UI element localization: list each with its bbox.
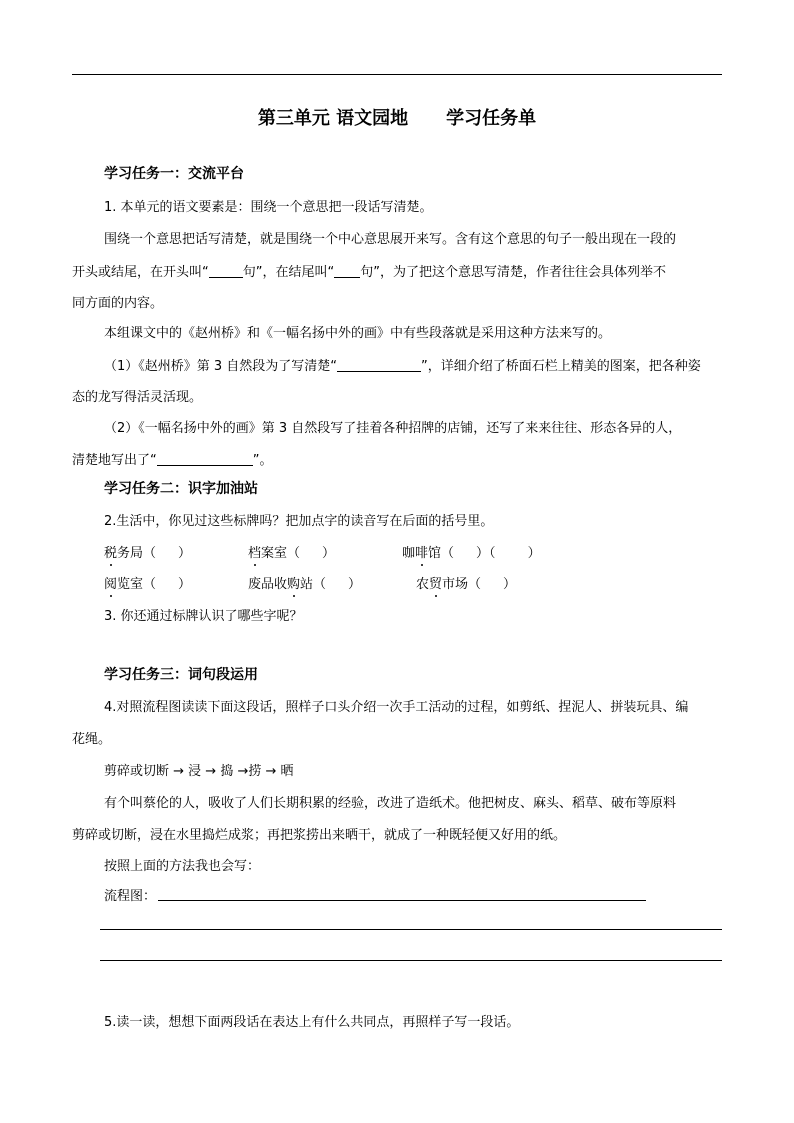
task1-heading: 学习任务一：交流平台 — [104, 166, 244, 182]
task1-p2: 本组课文中的《赵州桥》和《一幅名扬中外的画》中有些段落就是采用这种方法来写的。 — [104, 326, 612, 341]
task1-q1-line1: （1）《赵州桥》第 3 自然段为了写清楚“ ”，详细介绍了桥面石栏上精美的图案，把各种姿 — [104, 359, 701, 374]
task3-heading: 学习任务三：词句段运用 — [104, 667, 258, 683]
blank-opening-sentence[interactable] — [209, 264, 243, 278]
sign-word-1[interactable]: 税务局（ ） — [104, 546, 192, 561]
top-rule — [72, 74, 722, 75]
passage-line2: 剪碎或切断，浸在水里捣烂成浆；再把浆捞出来晒干，就成了一种既轻便又好用的纸。 — [72, 828, 567, 843]
process-flow: 剪碎或切断 → 浸 → 捣 →捞 → 晒 — [104, 764, 294, 779]
blank-zhaozhou-bridge[interactable] — [337, 358, 421, 372]
sign-word-3[interactable]: 咖啡馆（ ）（ ） — [402, 546, 541, 561]
task2-q2: 2.生活中，你见过这些标牌吗？把加点字的读音写在后面的括号里。 — [104, 514, 494, 529]
blank-closing-sentence[interactable] — [334, 264, 360, 278]
title-part2: 学习任务单 — [446, 108, 537, 129]
passage-line1: 有个叫蔡伦的人，吸收了人们长期积累的经验，改进了造纸术。他把树皮、麻头、稻草、破布等原料 — [104, 796, 677, 811]
task3-q4-line2: 花绳。 — [72, 732, 112, 747]
task3-q5: 5.读一读，想想下面两段话在表达上有什么共同点，再照样子写一段话。 — [104, 1015, 520, 1030]
task1-q2-line2: 清楚地写出了“ ”。 — [72, 453, 273, 468]
task3-q4-line1: 4.对照流程图读读下面这段话，照样子口头介绍一次手工活动的过程，如剪纸、捏泥人、拼装玩具、编 — [104, 700, 689, 715]
writing-prompt: 按照上面的方法我也会写： — [104, 859, 261, 874]
task1-p1-line3: 同方面的内容。 — [72, 296, 164, 311]
answer-line-2[interactable] — [100, 960, 722, 961]
task1-item1: 1. 本单元的语文要素是：围绕一个意思把一段话写清楚。 — [104, 200, 433, 215]
task1-p1-line2: 开头或结尾，在开头叫“ 句”，在结尾叫“ 句”，为了把这个意思写清楚，作者往往会具体列举不 — [72, 265, 666, 280]
answer-line-1[interactable] — [100, 929, 722, 930]
flow-answer-line[interactable] — [158, 900, 646, 901]
task2-q3: 3. 你还通过标牌认识了哪些字呢？ — [104, 609, 303, 624]
blank-famous-painting[interactable] — [157, 452, 253, 466]
sign-word-4[interactable]: 阅览室（ ） — [104, 577, 192, 592]
title-part1: 第三单元 语文园地 — [257, 108, 409, 129]
sign-word-6[interactable]: 农贸市场（ ） — [416, 577, 517, 592]
task1-q1-line2: 态的龙写得活灵活现。 — [72, 390, 203, 405]
task1-q2-line1: （2）《一幅名扬中外的画》第 3 自然段写了挂着各种招牌的店铺，还写了来来往往、形态各异的人， — [104, 421, 682, 436]
task1-p1-line1: 围绕一个意思把话写清楚，就是围绕一个中心意思展开来写。含有这个意思的句子一般出现在一段的 — [104, 232, 677, 247]
flow-label: 流程图： — [104, 889, 157, 904]
sign-word-2[interactable]: 档案室（ ） — [248, 546, 336, 561]
task2-heading: 学习任务二：识字加油站 — [104, 481, 258, 497]
sign-word-5[interactable]: 废品收购站（ ） — [248, 577, 362, 592]
page-title — [0, 104, 794, 130]
